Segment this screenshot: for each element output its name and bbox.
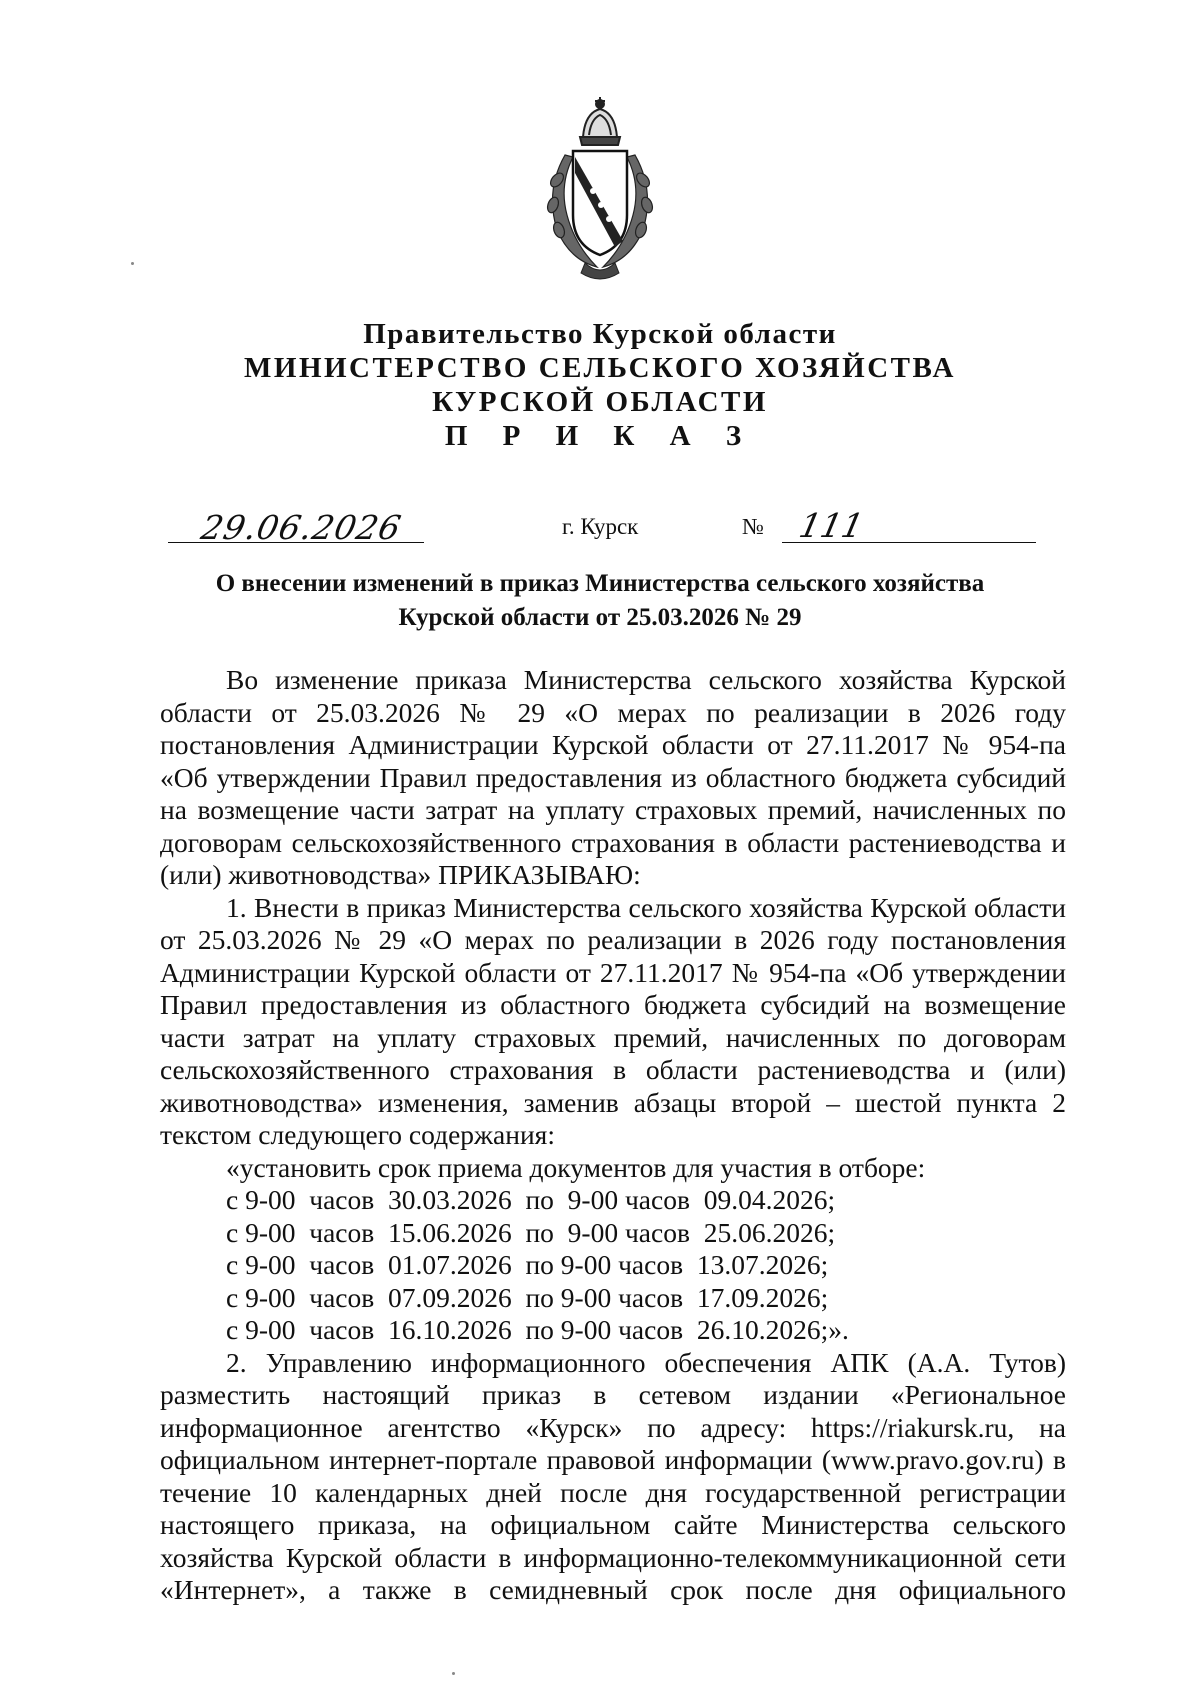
schedule-line: с 9-00 часов 01.07.2026 по 9-00 часов 13.07.2026; — [226, 1249, 829, 1280]
handwritten-number: 111 — [795, 506, 868, 545]
item-2-paragraph: 2. Управлению информационного обеспечения АПК (А.А. Тутов) разместить настоящий приказ в сетевом издании «Региональное информационное агентство «Курск» по адресу: https://riakursk.ru, на официальном интернет-портале правовой информации (www.pravo.gov.ru) в течение 10 календарных дней после дня государственной регистрации настоящего приказа, на официальном сайте Министерства сельского хозяйства Курской области в информационно-телекоммуникационной сети «Интернет», а также в семидневный срок после дня официального — [160, 1346, 1066, 1605]
number-sign: № — [742, 514, 764, 539]
schedule-line: с 9-00 часов 07.09.2026 по 9-00 часов 17.09.2026; — [226, 1281, 829, 1313]
document-title-line1: О внесении изменений в приказ Министерства сельского хозяйства — [215, 570, 985, 597]
number-underline — [782, 542, 1036, 543]
preamble-paragraph: Во изменение приказа Министерства сельского хозяйства Курской области от 25.03.2026 № 29 «О мерах по реализации в 2026 году постановления Администрации Курской области от 27.11.2017 № 954-па «Об утверждении Правил предоставления из областного бюджета субсидий на возмещение части затрат на уплату страховых премий, начисленных по договорам сельскохозяйственного страхования в области растениеводства и (или) животноводства» ПРИКАЗЫВАЮ: — [160, 664, 1066, 890]
date-underline — [168, 542, 424, 543]
schedule-line: с 9-00 часов 16.10.2026 по 9-00 часов 26.10.2026;». — [226, 1314, 849, 1345]
document-type: П Р И К А З — [444, 420, 756, 452]
ministry-name-line1: МИНИСТЕРСТВО СЕЛЬСКОГО ХОЗЯЙСТВА — [244, 352, 956, 384]
schedule-block — [160, 1152, 1066, 1347]
city-label: г. Курск — [562, 514, 639, 539]
schedule-line: с 9-00 часов 15.06.2026 по 9-00 часов 25.06.2026; — [226, 1216, 836, 1248]
handwritten-date: 29.06.2026 — [197, 508, 406, 547]
coat-of-arms-emblem — [535, 95, 665, 280]
ministry-name-line2: КУРСКОЙ ОБЛАСТИ — [432, 386, 768, 418]
scan-speck — [452, 1672, 455, 1675]
government-name: Правительство Курской области — [363, 318, 837, 350]
schedule-intro: «установить срок приема документов для участия в отборе: — [226, 1151, 926, 1183]
scan-speck — [131, 262, 134, 265]
document-title-line2: Курской области от 25.03.2026 № 29 — [398, 604, 802, 631]
item-1-paragraph: 1. Внести в приказ Министерства сельского хозяйства Курской области от 25.03.2026 № 29 «О мерах по реализации в 2026 году постановления Администрации Курской области от 27.11.2017 № 954-па «Об утверждении Правил предоставления из областного бюджета субсидий на возмещение части затрат на уплату страховых премий, начисленных по договорам сельскохозяйственного страхования в области растениеводства и (или) животноводства» изменения, заменив абзацы второй – шестой пункта 2 текстом следующего содержания: — [160, 891, 1066, 1150]
schedule-line: с 9-00 часов 30.03.2026 по 9-00 часов 09.04.2026; — [226, 1184, 836, 1215]
document-body — [160, 664, 1066, 1607]
